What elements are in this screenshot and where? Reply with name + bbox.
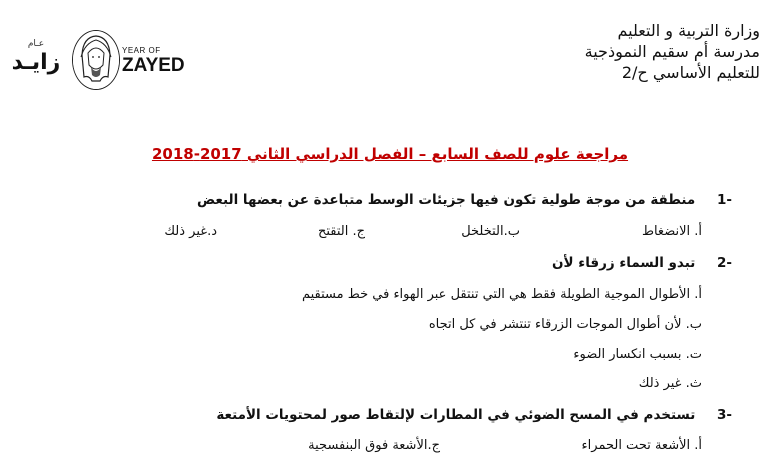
document-title-text: مراجعة علوم للصف السابع – الفصل الدراسي الثاني 2017-2018 bbox=[151, 145, 629, 163]
question-text: منطقة من موجة طولية تكون فيها جزيئات الوسط متباعدة عن بعضها البعض bbox=[196, 192, 696, 208]
question-3-option-a: أ. الأشعة تحت الحمراء bbox=[581, 438, 702, 453]
question-2-option-a: أ. الأطوال الموجية الطويلة فقط هي التي تنتقل عبر الهواء في خط مستقيم bbox=[301, 287, 702, 302]
question-number: -2 bbox=[716, 255, 732, 271]
logo-english-text bbox=[122, 46, 185, 76]
year-of-zayed-logo bbox=[10, 28, 210, 100]
logo-arabic-text bbox=[10, 38, 62, 76]
question-2-option-d: ث. غير ذلك bbox=[638, 376, 702, 391]
question-1-option-a: أ. الانضغاط bbox=[641, 224, 702, 239]
question-2 bbox=[552, 253, 732, 273]
logo-english-big: ZAYED bbox=[122, 55, 185, 76]
question-text: تبدو السماء زرقاء لأن bbox=[552, 255, 696, 271]
question-2-option-b: ب. لأن أطوال الموجات الزرقاء تنتشر في كل اتجاه bbox=[428, 317, 702, 332]
logo-english-small: YEAR OF bbox=[122, 46, 161, 55]
ministry-name: وزارة التربية و التعليم bbox=[617, 21, 760, 40]
question-text: تستخدم في المسح الضوئي في المطارات لإلتقاط صور لمحتويات الأمتعة bbox=[216, 407, 696, 423]
question-3 bbox=[216, 405, 732, 425]
school-stage: للتعليم الأساسي ح/2 bbox=[621, 63, 760, 82]
question-1-option-d: د.غير ذلك bbox=[164, 224, 217, 239]
logo-arabic-big: زايـد bbox=[11, 50, 61, 75]
question-3-option-c: ج.الأشعة فوق البنفسجية bbox=[308, 438, 440, 453]
question-number: -1 bbox=[716, 192, 732, 208]
logo-arabic-small: عـام bbox=[27, 39, 45, 49]
zayed-portrait-icon bbox=[72, 30, 120, 90]
question-number: -3 bbox=[716, 407, 732, 423]
question-1 bbox=[197, 190, 732, 210]
question-1-option-b: ب.التخلخل bbox=[461, 224, 520, 239]
question-1-option-c: ج. التقتح bbox=[317, 224, 365, 239]
document-title bbox=[0, 143, 780, 165]
school-name: مدرسة أم سقيم النموذجية bbox=[584, 42, 760, 61]
school-header bbox=[500, 20, 760, 83]
question-2-option-c: ت. بسبب انكسار الضوء bbox=[573, 347, 702, 362]
